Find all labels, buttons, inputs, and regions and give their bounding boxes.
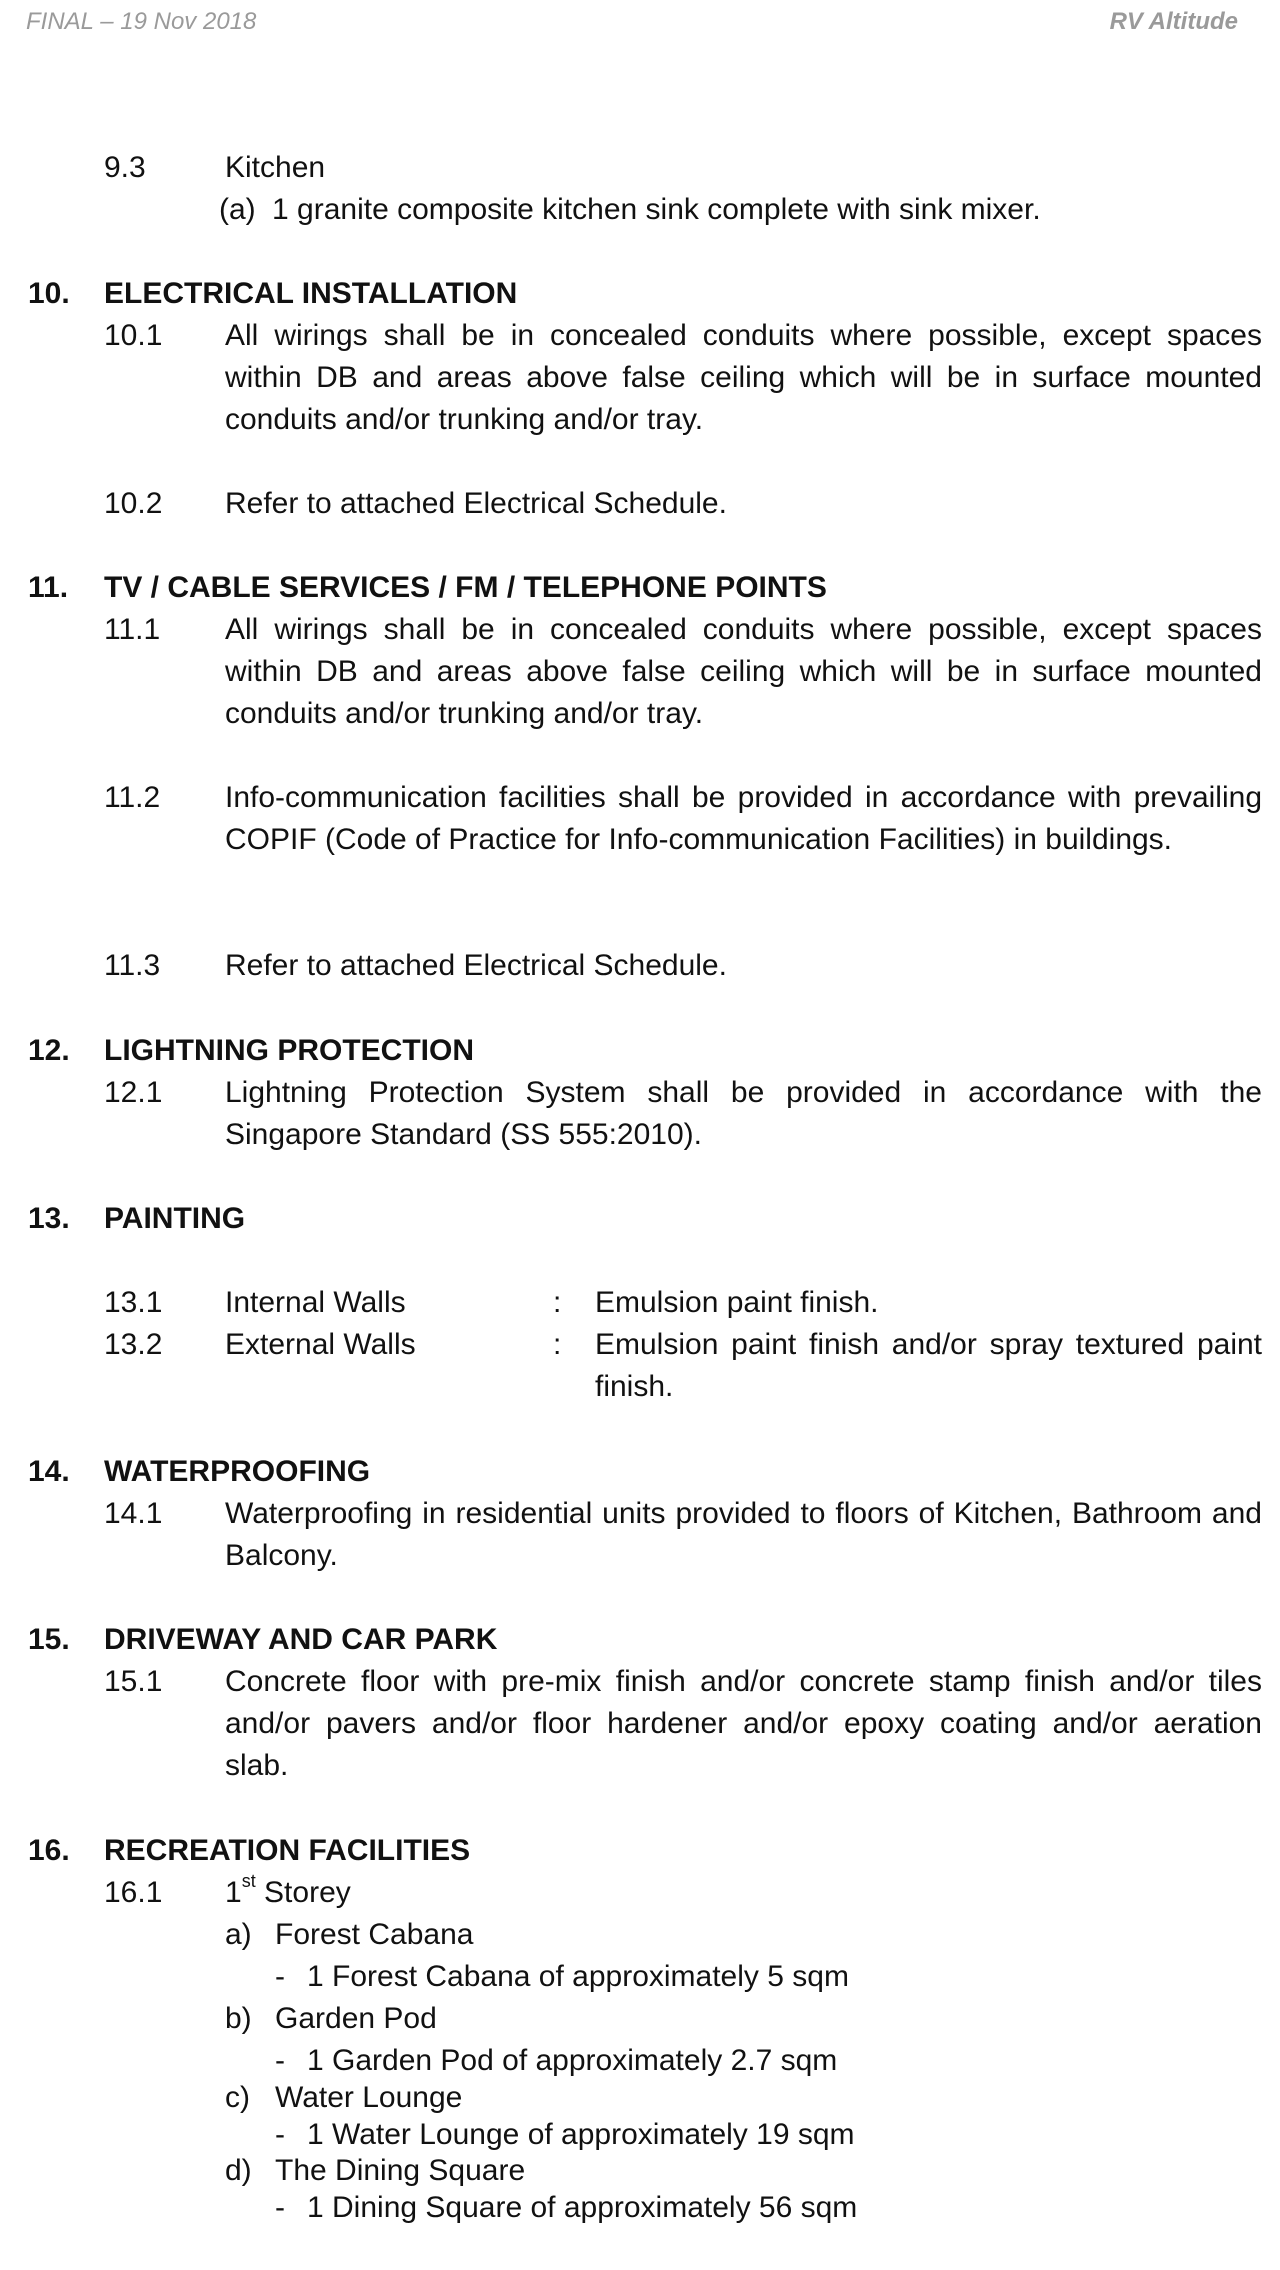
colon: : [553, 1286, 562, 1319]
item-number: 15.1 [104, 1665, 163, 1698]
storey-ordinal: st [241, 1871, 256, 1891]
item-text: Refer to attached Electrical Schedule. [225, 949, 727, 982]
facility-name: The Dining Square [275, 2154, 526, 2187]
item-number: 16.1 [104, 1876, 163, 1909]
section-title: TV / CABLE SERVICES / FM / TELEPHONE POINTS [104, 571, 827, 604]
section-number: 14. [28, 1455, 70, 1488]
sub-item-label: (a) [219, 193, 256, 226]
section-number: 13. [28, 1202, 70, 1235]
facility-detail: 1 Water Lounge of approximately 19 sqm [307, 2118, 855, 2151]
facility-name: Water Lounge [275, 2081, 463, 2114]
section-title: LIGHTNING PROTECTION [104, 1034, 474, 1067]
section-number: 15. [28, 1623, 70, 1656]
item-label: Internal Walls [225, 1286, 406, 1319]
item-text: Lightning Protection System shall be provided in accordance with the Singapore Standard (SS 555:2010). [225, 1076, 1262, 1151]
facility-label: d) [225, 2154, 252, 2187]
section-title: RECREATION FACILITIES [104, 1834, 471, 1867]
facility-name: Garden Pod [275, 2002, 437, 2035]
item-text: Refer to attached Electrical Schedule. [225, 487, 727, 520]
section-title: WATERPROOFING [104, 1455, 371, 1488]
item-title: Kitchen [225, 151, 326, 184]
facility-detail: 1 Dining Square of approximately 56 sqm [307, 2191, 858, 2224]
item-text: Emulsion paint finish and/or spray textured paint finish. [595, 1328, 1262, 1403]
item-text: Info-communication facilities shall be provided in accordance with prevailing COPIF (Code of Practice for Info-communication Facilities) in buildings. [225, 781, 1262, 856]
item-text: Emulsion paint finish. [595, 1286, 879, 1319]
section-title: DRIVEWAY AND CAR PARK [104, 1623, 498, 1656]
item-text: Waterproofing in residential units provided to floors of Kitchen, Bathroom and Balcony. [225, 1497, 1262, 1572]
section-title: PAINTING [104, 1202, 246, 1235]
item-number: 11.1 [104, 613, 161, 646]
colon: : [553, 1328, 562, 1361]
section-number: 16. [28, 1834, 70, 1867]
facility-dash: - [275, 2044, 285, 2077]
storey-word: Storey [264, 1876, 351, 1909]
item-text: All wirings shall be in concealed conduits where possible, except spaces within DB and areas above false ceiling which will be in surface mounted conduits and/or trunking and/or tray. [225, 319, 1262, 436]
storey-number: 1 [225, 1876, 242, 1909]
item-number: 13.2 [104, 1328, 163, 1361]
item-label: External Walls [225, 1328, 416, 1361]
item-number: 14.1 [104, 1497, 163, 1530]
item-number: 12.1 [104, 1076, 163, 1109]
section-number: 12. [28, 1034, 70, 1067]
item-number: 11.3 [104, 949, 161, 982]
header-right-text: RV Altitude [1109, 8, 1238, 35]
facility-detail: 1 Garden Pod of approximately 2.7 sqm [307, 2044, 838, 2077]
item-number: 11.2 [104, 781, 161, 814]
item-number: 9.3 [104, 151, 146, 184]
facility-label: c) [225, 2081, 250, 2114]
facility-dash: - [275, 2118, 285, 2151]
storey-heading [225, 1872, 351, 1914]
item-number: 10.2 [104, 487, 163, 520]
section-number: 11. [28, 571, 69, 604]
header-left-text: FINAL – 19 Nov 2018 [26, 8, 257, 35]
item-number: 10.1 [104, 319, 163, 352]
item-text: All wirings shall be in concealed conduits where possible, except spaces within DB and areas above false ceiling which will be in surface mounted conduits and/or trunking and/or tray. [225, 613, 1262, 730]
item-text: Concrete floor with pre-mix finish and/or concrete stamp finish and/or tiles and/or pavers and/or floor hardener and/or epoxy coating and/or aeration slab. [225, 1665, 1262, 1782]
section-title: ELECTRICAL INSTALLATION [104, 277, 518, 310]
section-number: 10. [28, 277, 70, 310]
facility-label: a) [225, 1918, 252, 1951]
item-number: 13.1 [104, 1286, 163, 1319]
facility-label: b) [225, 2002, 252, 2035]
facility-dash: - [275, 2191, 285, 2224]
facility-detail: 1 Forest Cabana of approximately 5 sqm [307, 1960, 849, 1993]
facility-dash: - [275, 1960, 285, 1993]
sub-item-text: 1 granite composite kitchen sink complete with sink mixer. [272, 193, 1041, 226]
facility-name: Forest Cabana [275, 1918, 474, 1951]
